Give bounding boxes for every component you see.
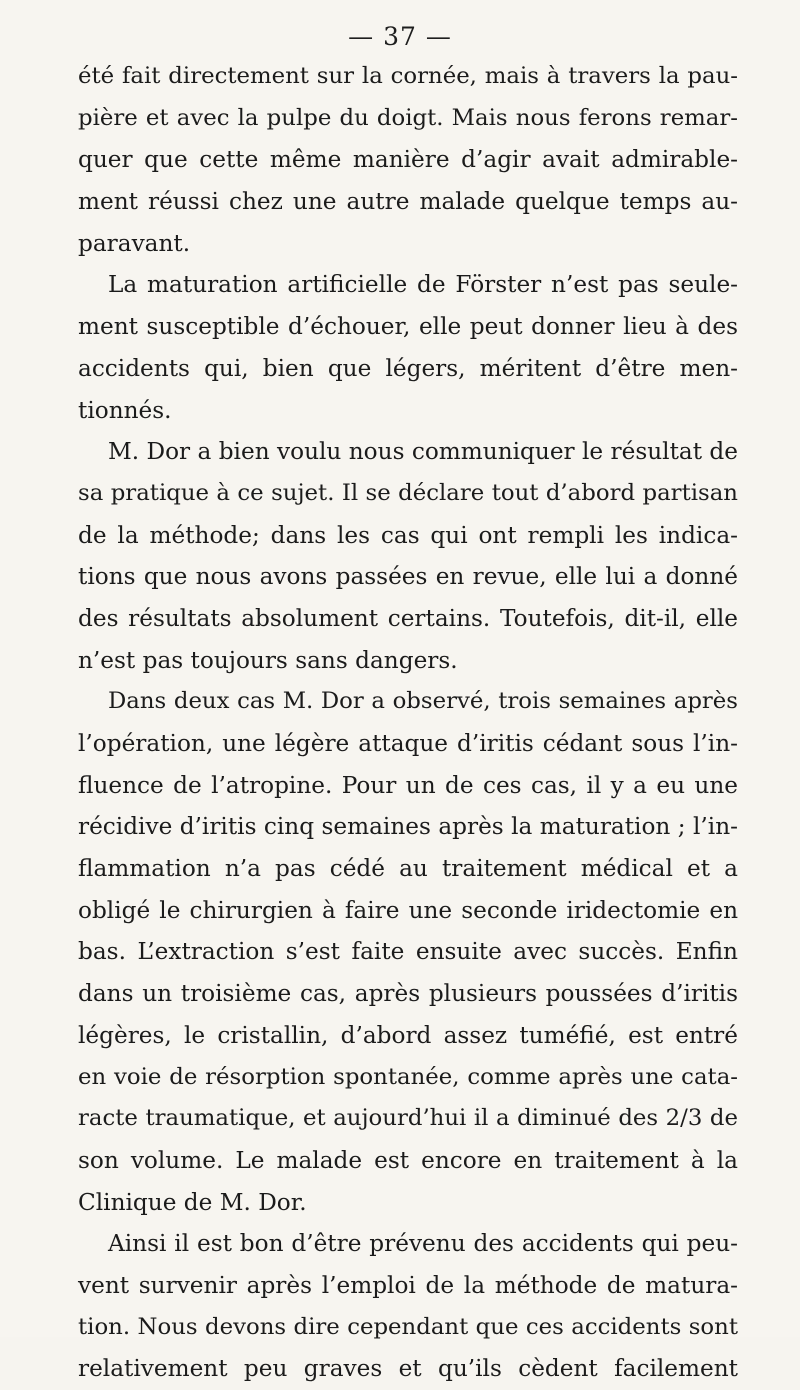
text-line: de la méthode; dans les cas qui ont rempli les indica- (78, 521, 738, 549)
text-line: été fait directement sur la cornée, mais à travers la pau- (78, 63, 738, 89)
text-line: M. Dor a bien voulu nous communiquer le résultat de (108, 438, 738, 466)
text-line: bas. L’extraction s’est faite ensuite avec succès. Enfin (78, 938, 738, 966)
text-line: flammation n’a pas cédé au traitement médical et a (78, 855, 738, 883)
text-line: quer que cette même manière d’agir avait admirable- (78, 146, 738, 174)
text-line: obligé le chirurgien à faire une seconde iridectomie en (78, 896, 738, 924)
text-line: en voie de résorption spontanée, comme après une cata- (78, 1063, 738, 1090)
text-line: pière et avec la pulpe du doigt. Mais nous ferons remar- (78, 104, 738, 131)
text-line: tionnés. (78, 396, 172, 424)
text-line: relativement peu graves et qu’ils cèdent facilement (78, 1355, 738, 1383)
text-line: sa pratique à ce sujet. Il se déclare tout d’abord partisan (78, 479, 738, 506)
text-line: vent survenir après l’emploi de la méthode de matura- (78, 1271, 738, 1299)
text-line: l’opération, une légère attaque d’iritis cédant sous l’in- (78, 730, 738, 757)
text-line: Dans deux cas M. Dor a observé, trois semaines après (108, 688, 738, 715)
text-line: récidive d’iritis cinq semaines après la maturation ; l’in- (78, 813, 738, 841)
text-line: La maturation artificielle de Förster n’est pas seule- (108, 271, 738, 299)
text-line: racte traumatique, et aujourd’hui il a diminué des 2/3 de (78, 1105, 738, 1132)
text-line: dans un troisième cas, après plusieurs poussées d’iritis (78, 980, 738, 1008)
text-line: paravant. (78, 229, 191, 257)
text-line: tions que nous avons passées en revue, elle lui a donné (78, 563, 738, 591)
body-text (78, 56, 738, 1390)
text-line: tion. Nous devons dire cependant que ces accidents sont (78, 1313, 738, 1340)
text-line: légères, le cristallin, d’abord assez tuméfié, est entré (78, 1021, 738, 1049)
page-number: — 37 — (348, 22, 452, 51)
text-line: n’est pas toujours sans dangers. (78, 646, 458, 674)
text-line: ment réussi chez une autre malade quelque temps au- (78, 188, 738, 216)
text-line: ment susceptible d’échouer, elle peut donner lieu à des (78, 313, 738, 341)
text-line: Clinique de M. Dor. (78, 1188, 307, 1216)
text-line: fluence de l’atropine. Pour un de ces cas, il y a eu une (78, 771, 738, 799)
text-line: des résultats absolument certains. Toutefois, dit-il, elle (78, 604, 738, 632)
text-line: son volume. Le malade est encore en traitement à la (78, 1146, 738, 1174)
text-line: Ainsi il est bon d’être prévenu des accidents qui peu- (108, 1230, 738, 1258)
text-line: accidents qui, bien que légers, méritent d’être men- (78, 354, 738, 382)
